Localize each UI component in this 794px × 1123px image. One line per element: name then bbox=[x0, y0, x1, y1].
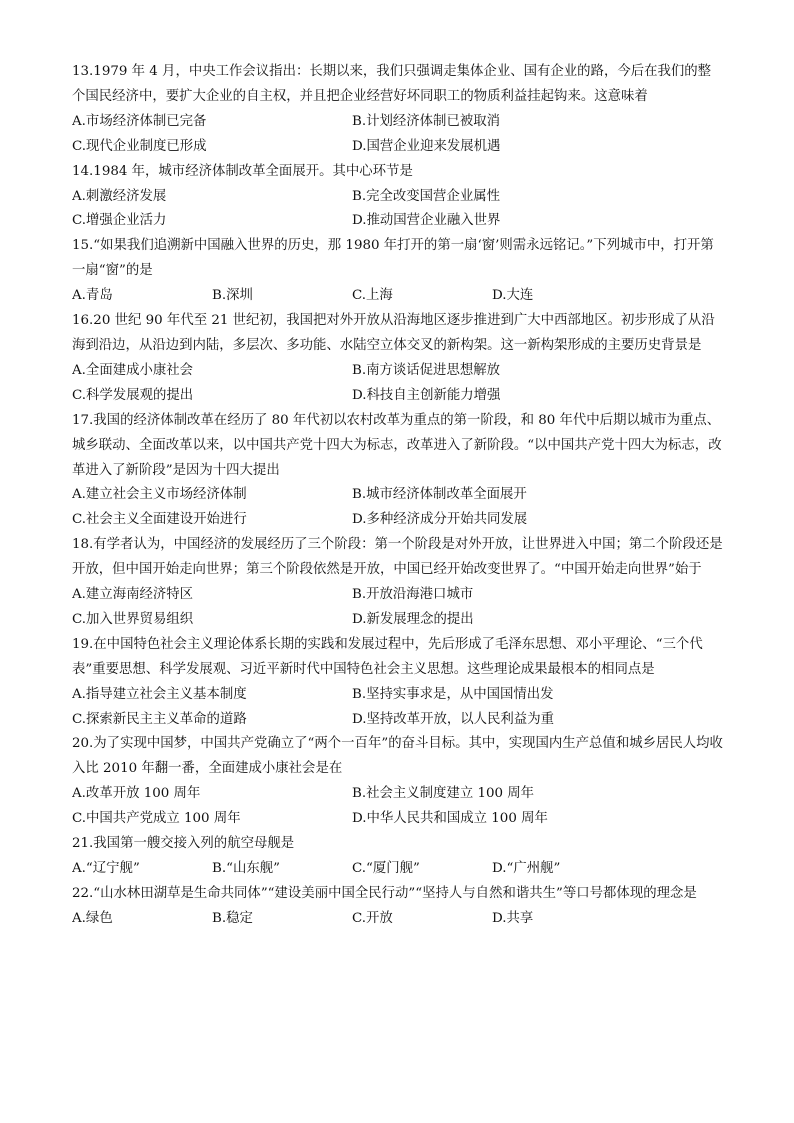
option-list bbox=[72, 284, 724, 309]
question-14 bbox=[72, 160, 724, 235]
option-b: B.深圳 bbox=[212, 288, 253, 304]
option-list bbox=[72, 483, 724, 533]
question-21 bbox=[72, 832, 724, 882]
option-a: A.改革开放 100 周年 bbox=[72, 786, 201, 802]
question-stem: 18.有学者认为，中国经济的发展经历了三个阶段：第一个阶段是对外开放，让世界进入中国；第二个阶段还是开放，但中国开始走向世界；第三个阶段依然是开放，中国已经开始改变世界了。“中国开始走向世界”始于 bbox=[72, 537, 723, 578]
option-b: B.计划经济体制已被取消 bbox=[352, 113, 501, 129]
option-list bbox=[72, 583, 724, 633]
option-d: D.多种经济成分开始共同发展 bbox=[352, 512, 528, 528]
option-b: B.坚持实事求是，从中国国情出发 bbox=[352, 686, 554, 702]
option-list bbox=[72, 683, 724, 733]
question-stem: 22.“山水林田湖草是生命共同体”“建设美丽中国全民行动”“坚持人与自然和谐共生”等口号都体现的理念是 bbox=[72, 885, 697, 901]
option-c: C.中国共产党成立 100 周年 bbox=[72, 811, 241, 827]
option-a: A.青岛 bbox=[72, 288, 113, 304]
option-c: C.开放 bbox=[352, 910, 393, 926]
option-c: C.科学发展观的提出 bbox=[72, 387, 194, 403]
question-19 bbox=[72, 633, 724, 733]
option-b: B.完全改变国营企业属性 bbox=[352, 188, 501, 204]
option-a: A.全面建成小康社会 bbox=[72, 362, 194, 378]
option-list bbox=[72, 359, 724, 409]
question-stem: 16.20 世纪 90 年代至 21 世纪初，我国把对外开放从沿海地区逐步推进到广大中西部地区。初步形成了从沿海到沿边，从沿边到内陆，多层次、多功能、水陆空立体交叉的新构架。这一新构架形成的主要历史背景是 bbox=[72, 313, 715, 353]
option-a: A.建立海南经济特区 bbox=[72, 587, 194, 603]
question-22 bbox=[72, 882, 724, 932]
option-d: D.共享 bbox=[492, 910, 534, 926]
option-d: D.科技自主创新能力增强 bbox=[352, 387, 501, 403]
option-list bbox=[72, 907, 724, 932]
option-c: C.社会主义全面建设开始进行 bbox=[72, 512, 247, 528]
option-d: D.中华人民共和国成立 100 周年 bbox=[352, 811, 548, 827]
option-d: D.坚持改革开放，以人民利益为重 bbox=[352, 711, 554, 727]
option-list bbox=[72, 185, 724, 235]
question-15 bbox=[72, 234, 724, 309]
question-18 bbox=[72, 533, 724, 633]
option-a: A.刺激经济发展 bbox=[72, 188, 167, 204]
option-c: C.增强企业活力 bbox=[72, 213, 167, 229]
option-a: A.绿色 bbox=[72, 910, 113, 926]
option-c: C.探索新民主主义革命的道路 bbox=[72, 711, 247, 727]
option-d: D.推动国营企业融入世界 bbox=[352, 213, 501, 229]
option-d: D.新发展理念的提出 bbox=[352, 611, 474, 627]
option-b: B.社会主义制度建立 100 周年 bbox=[352, 786, 535, 802]
option-b: B.南方谈话促进思想解放 bbox=[352, 362, 501, 378]
option-b: B.城市经济体制改革全面展开 bbox=[352, 487, 527, 503]
question-stem: 21.我国第一艘交接入列的航空母舰是 bbox=[72, 836, 295, 852]
question-20 bbox=[72, 732, 724, 832]
option-c: C.现代企业制度已形成 bbox=[72, 138, 207, 154]
question-stem: 17.我国的经济体制改革在经历了 80 年代初以农村改革为重点的第一阶段，和 80 年代中后期以城市为重点、城乡联动、全面改革以来，以中国共产党十四大为标志，改革进入了新阶段。“以中国共产党十四大为标志，改革进入了新阶段”是因为十四大提出 bbox=[72, 412, 722, 478]
option-b: B.“山东舰” bbox=[212, 861, 280, 876]
option-d: D.“广州舰” bbox=[492, 861, 561, 876]
question-stem: 20.为了实现中国梦，中国共产党确立了“两个一百年”的奋斗目标。其中，实现国内生产总值和城乡居民人均收入比 2010 年翻一番，全面建成小康社会是在 bbox=[72, 736, 723, 777]
option-c: C.加入世界贸易组织 bbox=[72, 611, 194, 627]
question-stem: 13.1979 年 4 月，中央工作会议指出：长期以来，我们只强调走集体企业、国有企业的路，今后在我们的整个国民经济中，要扩大企业的自主权，并且把企业经营好坏同职工的物质利益挂起钩来。这意味着 bbox=[72, 64, 712, 104]
option-list bbox=[72, 782, 724, 832]
question-16 bbox=[72, 309, 724, 409]
option-d: D.大连 bbox=[492, 288, 534, 304]
option-a: A.指导建立社会主义基本制度 bbox=[72, 686, 247, 702]
option-list bbox=[72, 110, 724, 160]
option-c: C.上海 bbox=[352, 288, 393, 304]
question-13 bbox=[72, 60, 724, 160]
option-b: B.开放沿海港口城市 bbox=[352, 587, 474, 603]
option-d: D.国营企业迎来发展机遇 bbox=[352, 138, 501, 154]
option-a: A.建立社会主义市场经济体制 bbox=[72, 487, 247, 503]
option-b: B.稳定 bbox=[212, 910, 253, 926]
question-17 bbox=[72, 409, 724, 534]
option-a: A.“辽宁舰” bbox=[72, 861, 140, 876]
question-stem: 14.1984 年，城市经济体制改革全面展开。其中心环节是 bbox=[72, 163, 413, 179]
option-list bbox=[72, 857, 724, 882]
option-c: C.“厦门舰” bbox=[352, 861, 420, 876]
question-stem: 19.在中国特色社会主义理论体系长期的实践和发展过程中，先后形成了毛泽东思想、邓小平理论、“三个代表”重要思想、科学发展观、习近平新时代中国特色社会主义思想。这些理论成果最根本的相同点是 bbox=[72, 636, 703, 677]
exam-page bbox=[72, 60, 724, 932]
question-stem: 15.“如果我们追溯新中国融入世界的历史，那 1980 年打开的第一扇‘窗’则需永远铭记。”下列城市中，打开第一扇“窗”的是 bbox=[72, 238, 714, 279]
option-a: A.市场经济体制已完备 bbox=[72, 113, 207, 129]
